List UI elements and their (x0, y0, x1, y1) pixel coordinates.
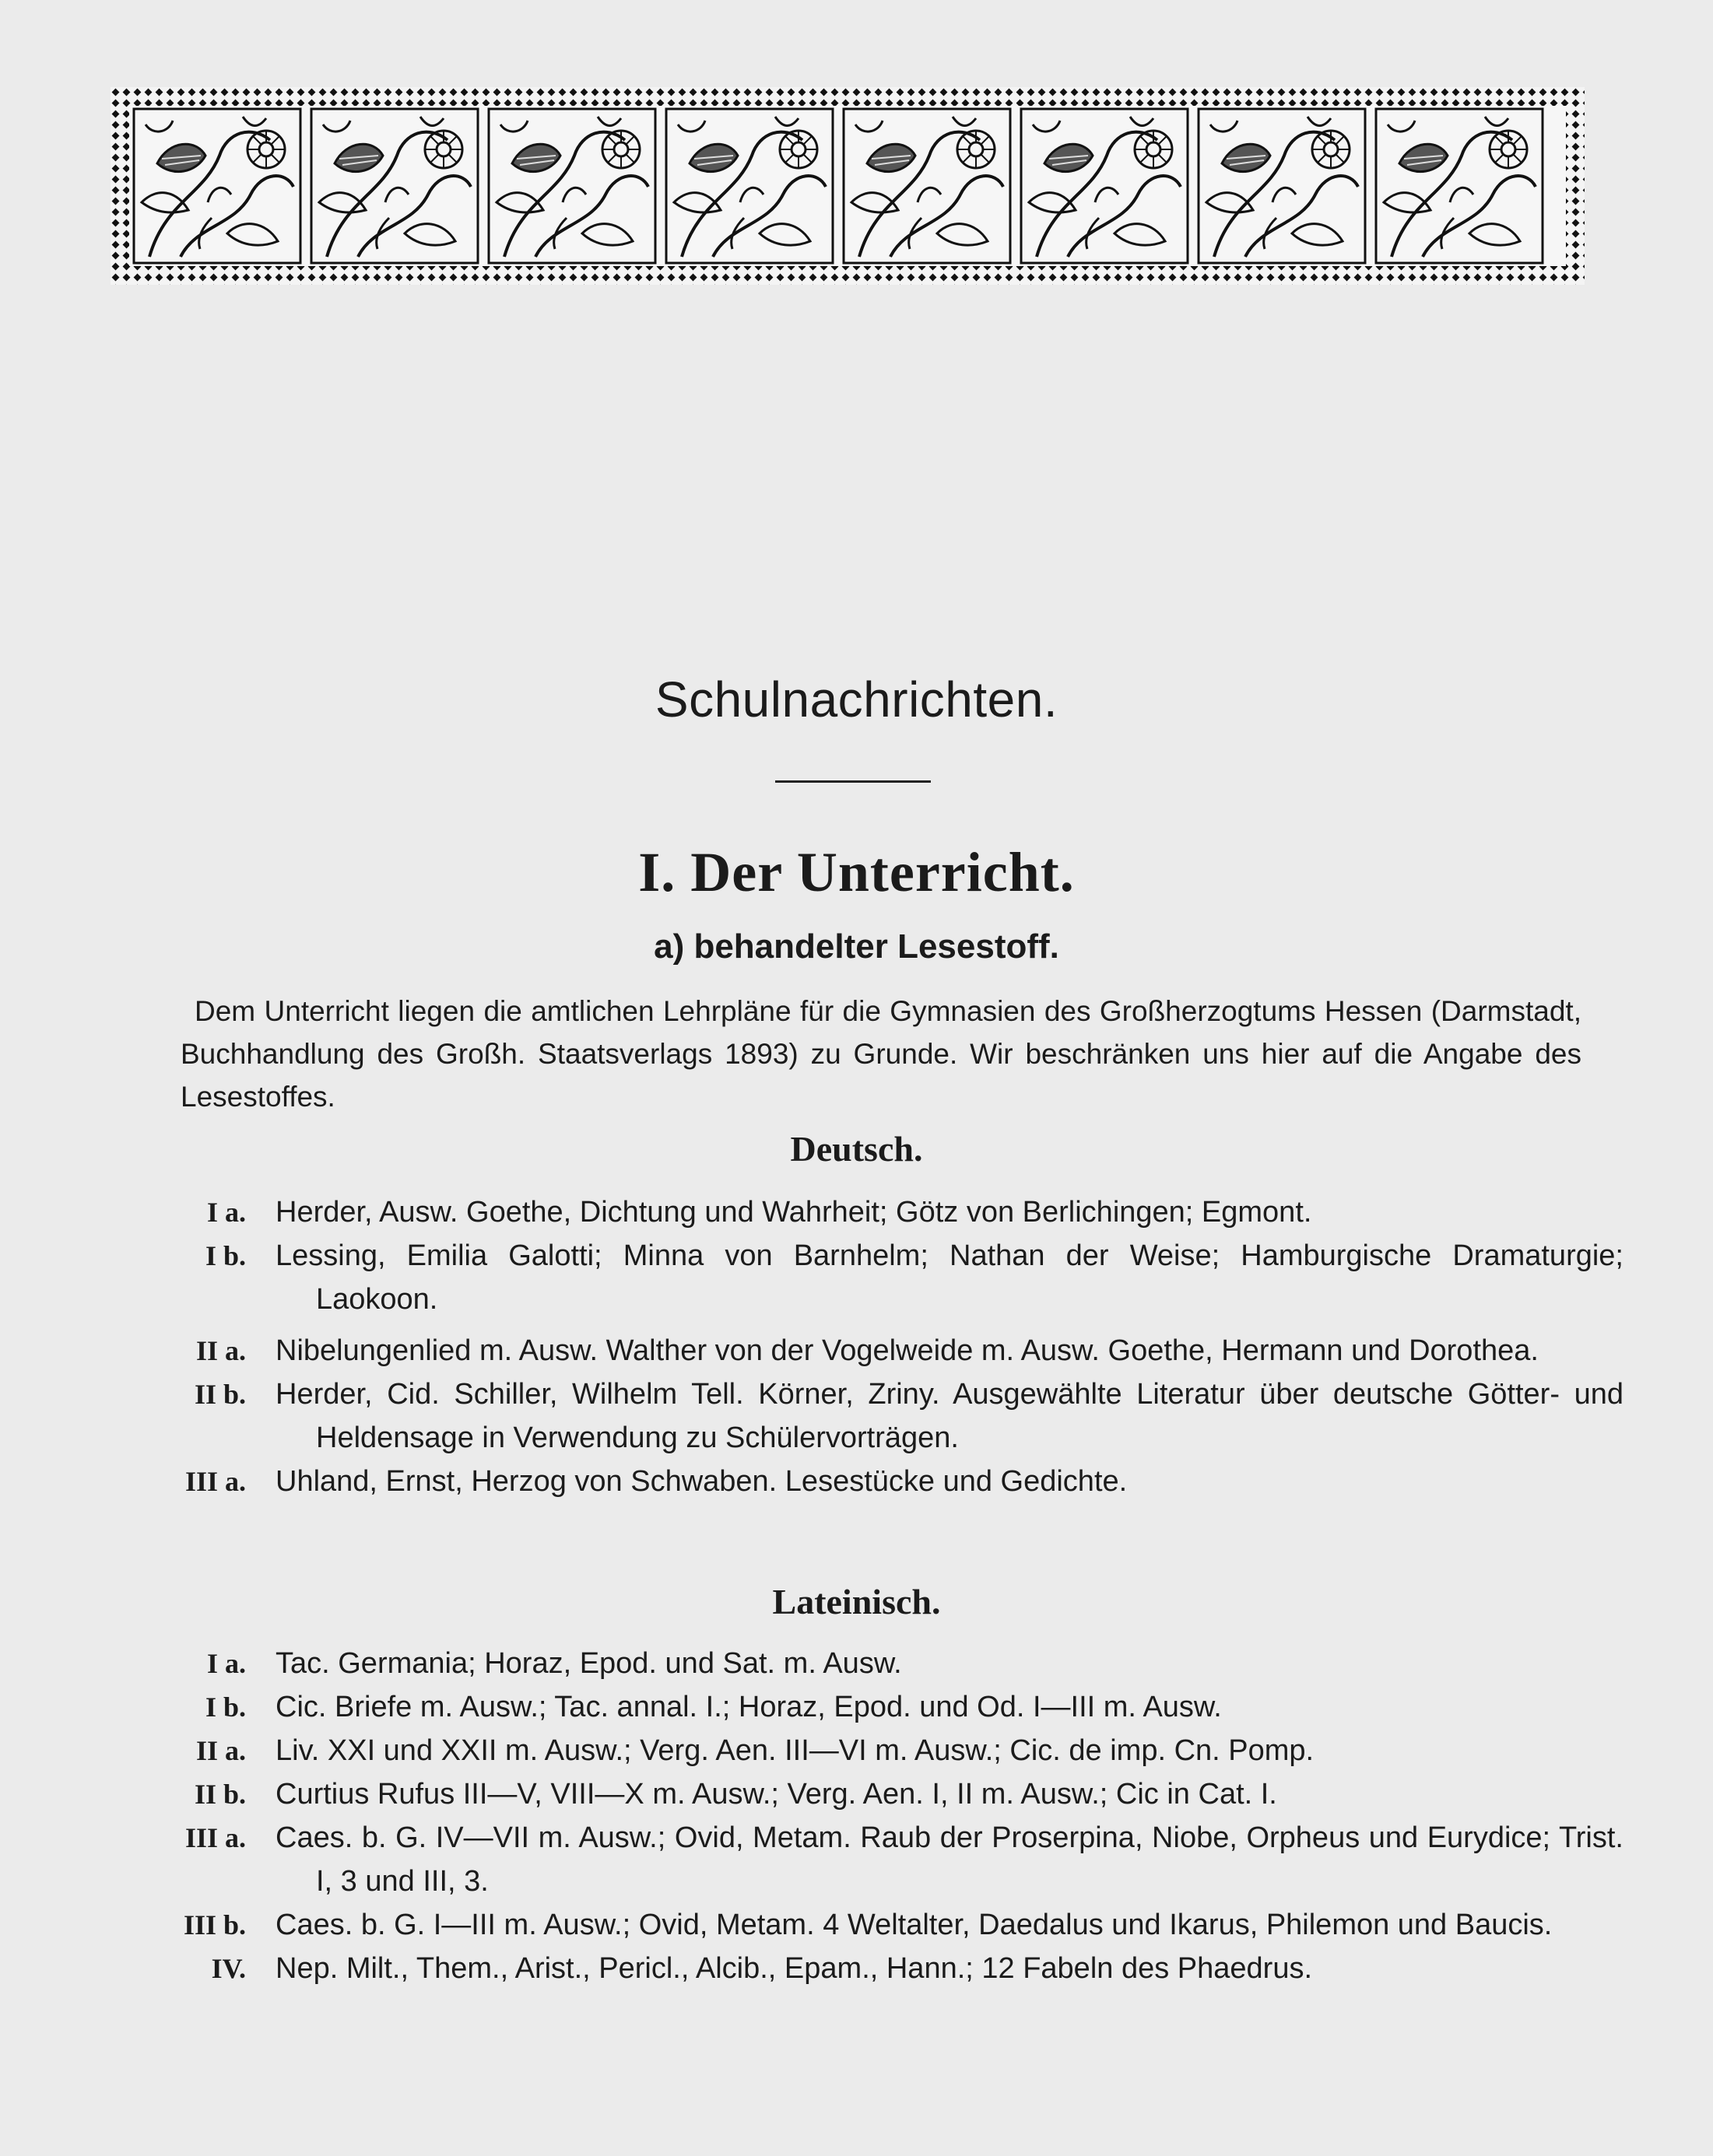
class-label: III b. (183, 1909, 246, 1940)
entry-text: Caes. b. G. IV—VII m. Ausw.; Ovid, Metam. Raub der Proserpina, Niobe, Orpheus und Eurydice; Trist. I, 3 und III, 3. (276, 1821, 1623, 1898)
list-item (0, 1329, 1713, 1372)
entry-text: Tac. Germania; Horaz, Epod. und Sat. m. Ausw. (276, 1647, 902, 1680)
title-divider (775, 780, 931, 783)
list-item (0, 1190, 1713, 1234)
entry-text: Herder, Cid. Schiller, Wilhelm Tell. Körner, Zriny. Ausgewählte Literatur über deutsche Götter- und Heldensage in Verwendung zu Schülervorträgen. (276, 1378, 1623, 1454)
class-label: II b. (194, 1779, 246, 1810)
class-label: I a. (206, 1197, 246, 1228)
list-item (0, 1685, 1713, 1729)
list-item (0, 1772, 1713, 1816)
section-heading: I. Der Unterricht. (638, 841, 1075, 903)
entry-text: Nep. Milt., Them., Arist., Pericl., Alcib., Epam., Hann.; 12 Fabeln des Phaedrus. (276, 1952, 1313, 1985)
entry-text: Nibelungenlied m. Ausw. Walther von der Vogelweide m. Ausw. Goethe, Hermann und Dorothea. (276, 1334, 1539, 1367)
list-item (0, 1947, 1713, 1990)
list-item (0, 1234, 1713, 1321)
reading-list-deutsch (0, 1190, 1713, 1503)
class-label: I b. (205, 1240, 246, 1271)
entry-text: Herder, Ausw. Goethe, Dichtung und Wahrheit; Götz von Berlichingen; Egmont. (276, 1196, 1312, 1229)
class-label: III a. (184, 1822, 246, 1853)
class-label: II a. (195, 1735, 246, 1766)
list-item (0, 1729, 1713, 1772)
entry-text: Lessing, Emilia Galotti; Minna von Barnhelm; Nathan der Weise; Hamburgische Dramaturgie; Laokoon. (276, 1239, 1623, 1316)
entry-text: Curtius Rufus III—V, VIII—X m. Ausw.; Verg. Aen. I, II m. Ausw.; Cic in Cat. I. (276, 1778, 1277, 1811)
class-label: II a. (195, 1335, 246, 1366)
subject-heading-deutsch: Deutsch. (790, 1129, 923, 1169)
reading-list-latein (0, 1642, 1713, 1990)
class-label: I a. (206, 1648, 246, 1679)
intro-paragraph: Dem Unterricht liegen die amtlichen Lehrpläne für die Gymnasien des Großherzogtums Hessen (Darmstadt, Buchhandlung des Großh. Staatsverlags 1893) zu Grunde. Wir beschränken uns hier auf die Angabe des Lesestoffes. (181, 995, 1581, 1113)
class-label: II b. (194, 1379, 246, 1410)
list-item (0, 1372, 1713, 1460)
list-item (0, 1460, 1713, 1503)
sub-heading: a) behandelter Lesestoff. (654, 927, 1059, 966)
entry-text: Uhland, Ernst, Herzog von Schwaben. Lesestücke und Gedichte. (276, 1465, 1128, 1498)
entry-text: Liv. XXI und XXII m. Ausw.; Verg. Aen. III—VI m. Ausw.; Cic. de imp. Cn. Pomp. (276, 1734, 1315, 1767)
entry-text: Cic. Briefe m. Ausw.; Tac. annal. I.; Horaz, Epod. und Od. I—III m. Ausw. (276, 1691, 1222, 1723)
floral-ornament-border (111, 87, 1585, 285)
class-label: III a. (184, 1466, 246, 1497)
list-item (0, 1903, 1713, 1947)
list-item (0, 1642, 1713, 1685)
entry-text: Caes. b. G. I—III m. Ausw.; Ovid, Metam. 4 Weltalter, Daedalus und Ikarus, Philemon und Baucis. (276, 1909, 1553, 1941)
page-title: Schulnachrichten. (655, 671, 1058, 727)
list-item (0, 1816, 1713, 1903)
subject-heading-latein: Lateinisch. (772, 1582, 941, 1621)
class-label: I b. (205, 1691, 246, 1723)
class-label: IV. (211, 1953, 246, 1984)
